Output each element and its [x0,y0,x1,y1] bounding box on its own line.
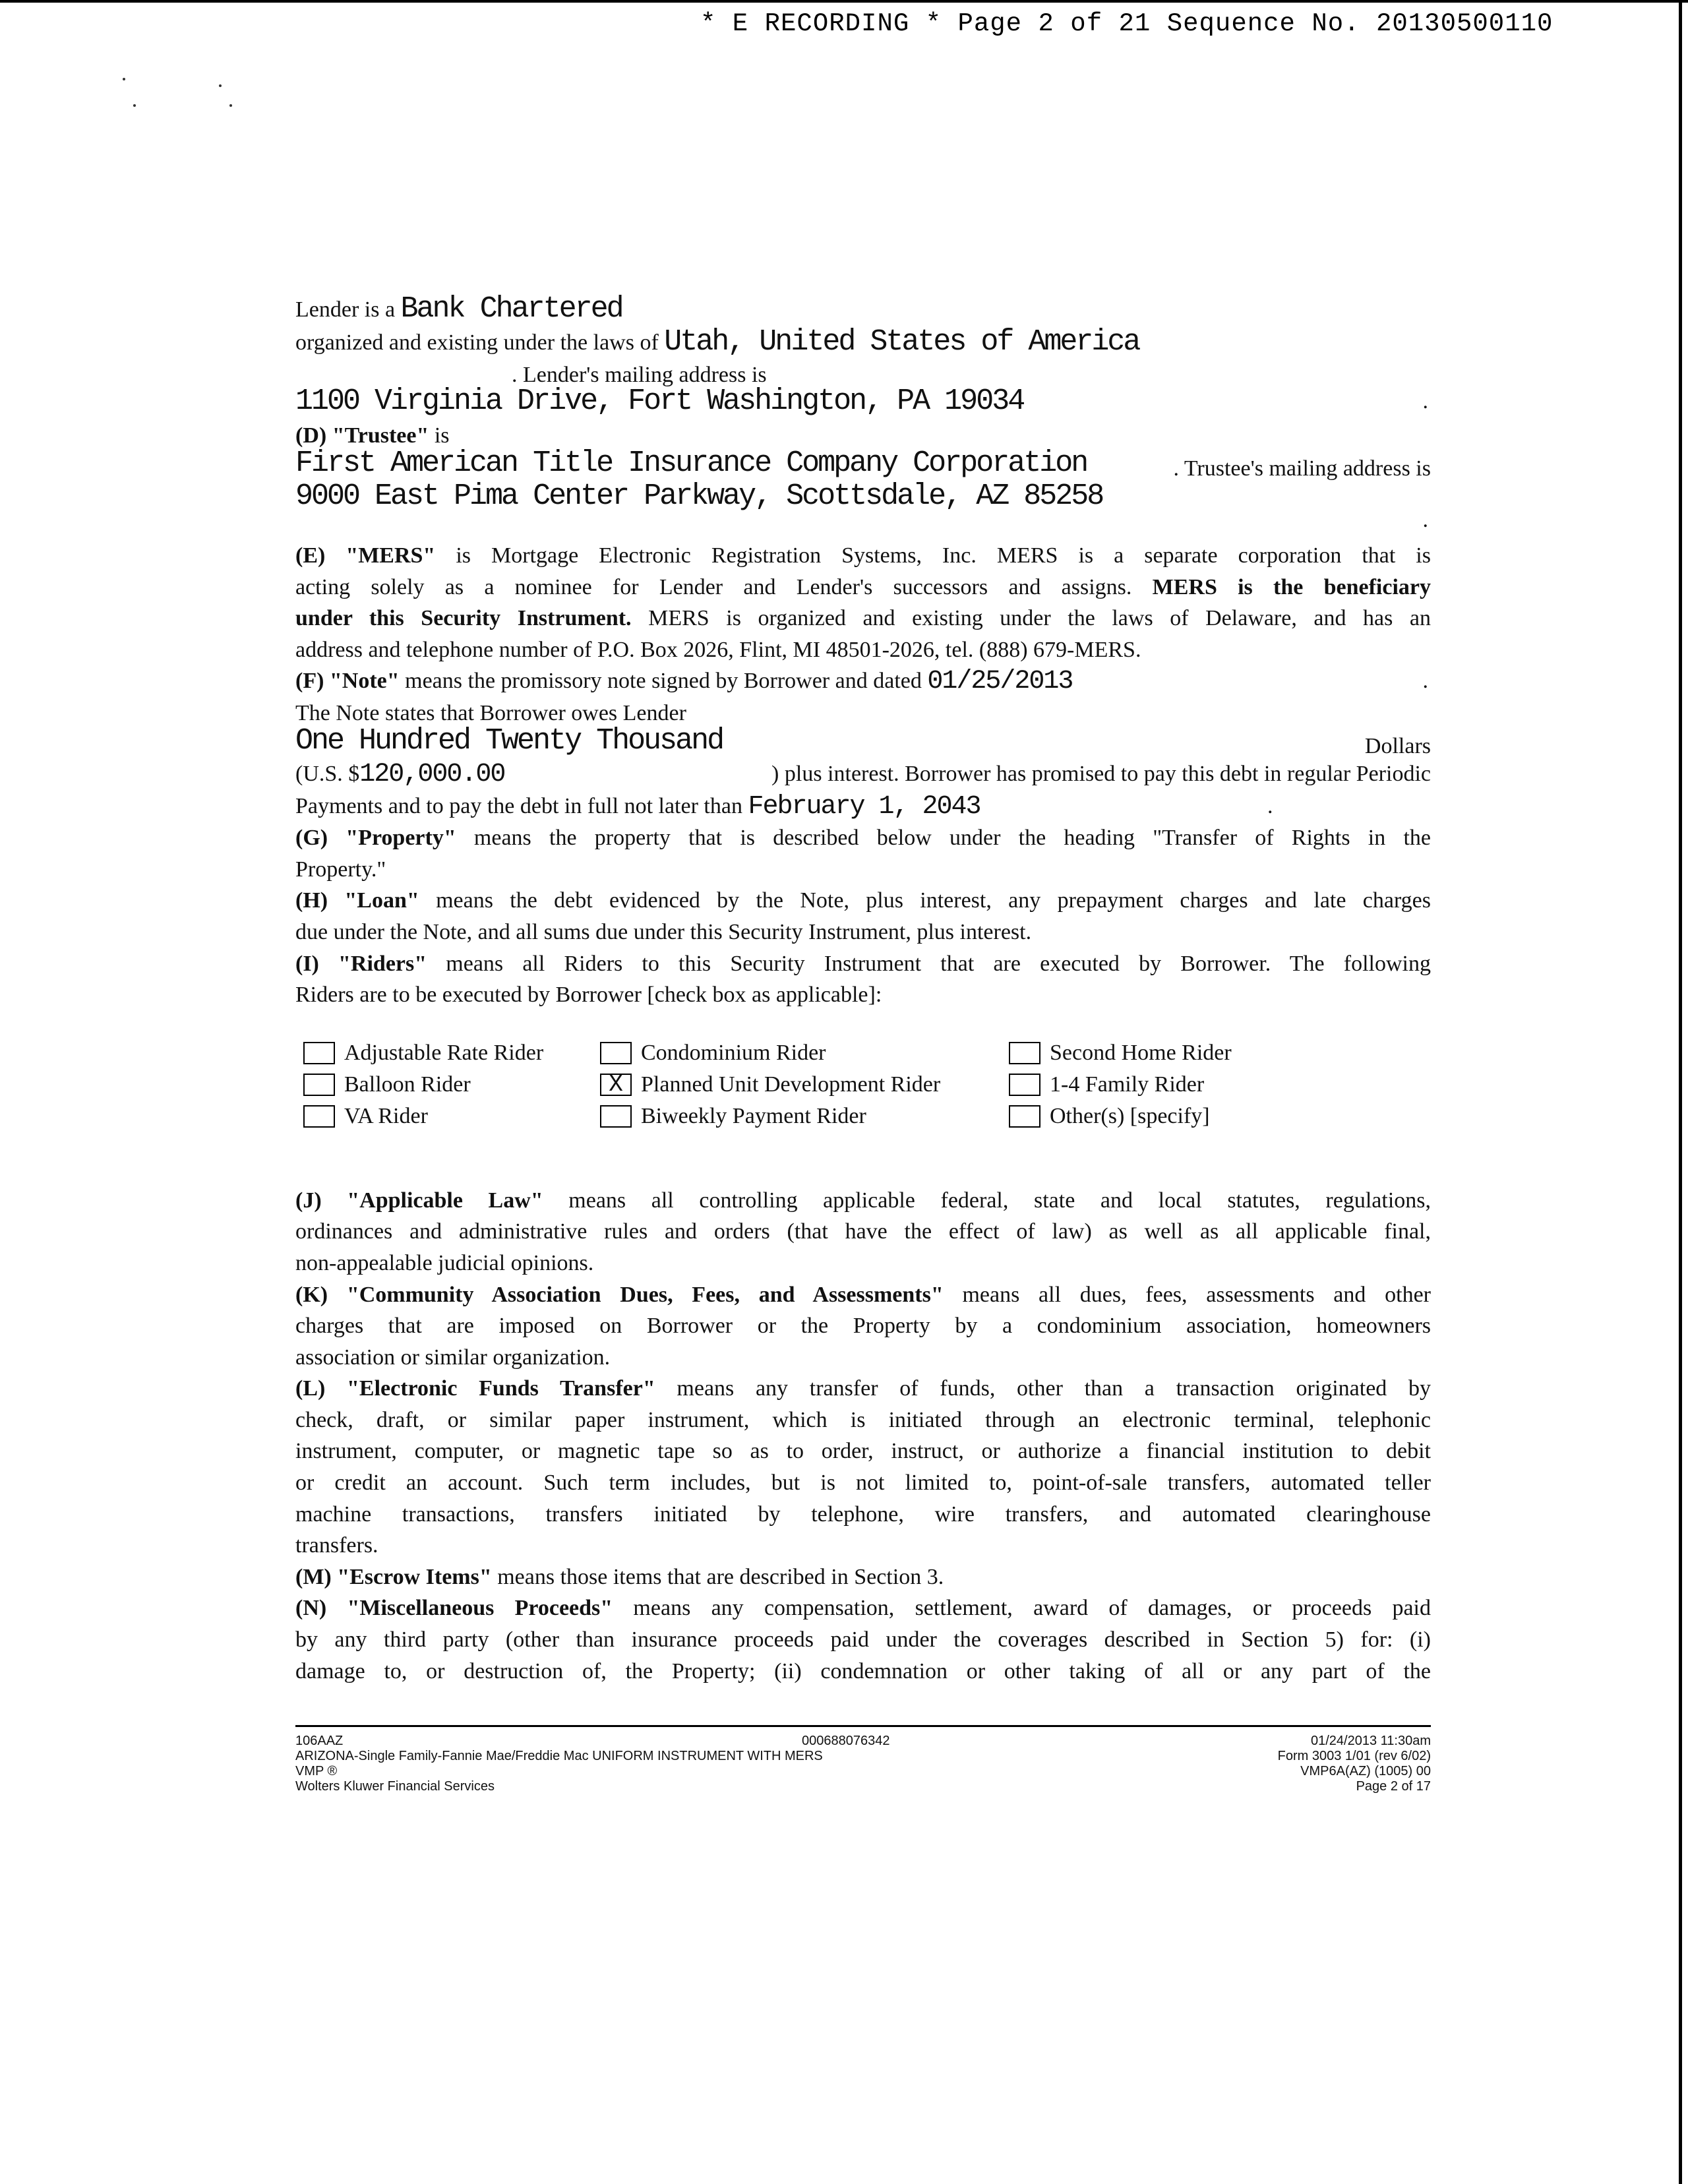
top-border-rule [0,0,1688,3]
eft-line-2: check, draft, or similar paper instrument, which is initiated through an electronic terminal, telephonic [295,1407,1431,1432]
note-owes-line: The Note states that Borrower owes Lender [295,700,686,725]
recording-stamp: * E RECORDING * Page 2 of 21 Sequence No. 20130500110 [700,9,1553,38]
rider-1-4-family[interactable]: 1-4 Family Rider [1009,1069,1204,1101]
eft-line-1: (L) "Electronic Funds Transfer" means any transfer of funds, other than a transaction originated by [295,1376,1431,1401]
checkbox[interactable] [600,1042,632,1064]
checkbox-checked[interactable]: X [600,1074,632,1096]
mers-line-1: (E) "MERS" is Mortgage Electronic Registration Systems, Inc. MERS is a separate corporation that is [295,543,1431,568]
lender-is-a-label: Lender is a [295,297,396,322]
rider-condominium[interactable]: Condominium Rider [600,1037,826,1069]
note-amount-words-line [295,725,1431,758]
trustee-address-value: 9000 East Pima Center Parkway, Scottsdale, AZ 85258 [295,479,1103,513]
footer-loan-number: 000688076342 [802,1734,890,1748]
riders-def-line-1: (I) "Riders" means all Riders to this Security Instrument that are executed by Borrower. The following [295,951,1431,976]
checkbox[interactable] [1009,1105,1040,1128]
scan-speck [133,104,136,107]
document-body [295,293,1431,1687]
footer-line-2 [295,1749,1431,1764]
note-maturity-value: February 1, 2043 [748,791,980,822]
eft-line-4: or credit an account. Such term includes, but is not limited to, point-of-sale transfers, automated teller [295,1471,1431,1496]
footer-form-number: Form 3003 1/01 (rev 6/02) [1277,1749,1431,1763]
community-dues-line-1: (K) "Community Association Dues, Fees, and Assessments" means all dues, fees, assessments and other [295,1282,1431,1307]
lender-organized-label: organized and existing under the laws of [295,330,659,355]
rider-adjustable-rate[interactable]: Adjustable Rate Rider [303,1037,543,1069]
scan-speck [123,78,125,80]
checkbox[interactable] [303,1105,335,1128]
lender-jurisdiction-value: Utah, United States of America [664,325,1139,359]
note-amount-line: (U.S. $120,000.00 ) plus interest. Borrower has promised to pay this debt in regular Periodic [295,759,1431,789]
eft-line-3: instrument, computer, or magnetic tape so as to order, instruct, or authorize a financial institution to debit [295,1439,1431,1464]
community-dues-line-3: association or similar organization. [295,1345,611,1370]
footer-line-3 [295,1764,1431,1779]
footer-form-title: ARIZONA-Single Family-Fannie Mae/Freddie Mac UNIFORM INSTRUMENT WITH MERS [295,1749,823,1763]
footer-line-4 [295,1779,1431,1794]
lender-jurisdiction-line [295,326,1431,359]
misc-proceeds-line-3: damage to, or destruction of, the Property; (ii) condemnation or other taking of all or any part of the [295,1658,1431,1684]
checkbox[interactable] [1009,1042,1040,1064]
trustee-trailing-line [295,508,1431,540]
footer-code: 106AAZ [295,1734,344,1748]
trustee-mailing-label: . Trustee's mailing address is [1173,456,1431,481]
lender-type-value: Bank Chartered [400,292,622,326]
right-border-rule [1679,0,1682,2184]
trustee-address-line [295,481,1431,514]
riders-checklist [295,1037,1431,1132]
loan-def-line-2: due under the Note, and all sums due under this Security Instrument, plus interest. [295,919,1032,944]
community-dues-line-2: charges that are imposed on Borrower or the Property by a condominium association, homeowners [295,1314,1431,1339]
applicable-law-line-3: non-appealable judicial opinions. [295,1250,594,1275]
rider-planned-unit-development[interactable]: X Planned Unit Development Rider [600,1069,940,1101]
eft-line-5: machine transactions, transfers initiated by telephone, wire transfers, and automated clearinghouse [295,1502,1431,1527]
trustee-name-line [295,448,1431,481]
note-maturity-line: Payments and to pay the debt in full not later than February 1, 2043 . [295,791,1273,822]
mers-line-2: acting solely as a nominee for Lender and Lender's successors and assigns. MERS is the beneficiary [295,574,1431,599]
lender-type-line [295,293,1431,326]
checkbox[interactable] [303,1042,335,1064]
dollars-label: Dollars [1364,733,1431,758]
loan-def-line-1: (H) "Loan" means the debt evidenced by the Note, plus interest, any prepayment charges and late charges [295,888,1431,913]
note-amount-words-value: One Hundred Twenty Thousand [295,723,723,758]
mers-line-3: under this Security Instrument. MERS is organized and existing under the laws of Delaware, and has an [295,606,1432,631]
scan-speck [229,104,232,107]
note-heading: (F) "Note" [295,669,400,694]
footer-publisher: Wolters Kluwer Financial Services [295,1779,495,1794]
eft-line-6: transfers. [295,1533,378,1558]
lender-address-value: 1100 Virginia Drive, Fort Washington, PA 19034 [295,384,1024,418]
footer-page: Page 2 of 17 [1356,1779,1431,1794]
lender-mailing-line [295,359,1431,386]
footer-vmp: VMP ® [295,1764,338,1778]
mers-line-4: address and telephone number of P.O. Box 2026, Flint, MI 48501-2026, tel. (888) 679-MERS. [295,637,1141,662]
form-footer [295,1725,1431,1794]
property-def-line-2: Property." [295,857,386,882]
rider-biweekly-payment[interactable]: Biweekly Payment Rider [600,1101,866,1132]
footer-vmp-code: VMP6A(AZ) (1005) 00 [1300,1764,1431,1778]
applicable-law-line-2: ordinances and administrative rules and orders (that have the effect of law) as well as all applicable final, [295,1219,1431,1244]
checkbox[interactable] [303,1074,335,1096]
trustee-name-value: First American Title Insurance Company Corporation [295,446,1087,480]
rider-second-home[interactable]: Second Home Rider [1009,1037,1232,1069]
scan-speck [219,84,222,87]
applicable-law-line-1: (J) "Applicable Law" means all controlling applicable federal, state and local statutes, regulations, [295,1188,1431,1213]
note-amount-value: 120,000.00 [359,759,505,789]
rider-balloon[interactable]: Balloon Rider [303,1069,471,1101]
escrow-line: (M) "Escrow Items" means those items that are described in Section 3. [295,1564,944,1589]
trailing-period: . [1267,793,1273,818]
note-dated-line: (F) "Note" means the promissory note signed by Borrower and dated 01/25/2013 . [295,667,1428,697]
misc-proceeds-line-2: by any third party (other than insurance proceeds paid under the coverages described in Section 5) for: (i) [295,1627,1431,1653]
lender-mailing-label: . Lender's mailing address is [512,363,767,387]
trailing-period: . [1422,389,1428,413]
trustee-heading: (D) "Trustee" [295,423,429,448]
rider-va[interactable]: VA Rider [303,1101,428,1132]
lender-address-line [295,386,1431,420]
trailing-period: . [1422,508,1428,532]
misc-proceeds-line-1: (N) "Miscellaneous Proceeds" means any compensation, settlement, award of damages, or proceeds paid [295,1596,1431,1621]
trustee-heading-line [295,420,1431,448]
checkbox[interactable] [1009,1074,1040,1096]
footer-line-1 [295,1734,1431,1749]
checkbox[interactable] [600,1105,632,1128]
trustee-is-label: is [434,423,450,448]
note-date-value: 01/25/2013 [927,667,1073,697]
footer-timestamp: 01/24/2013 11:30am [1310,1734,1431,1748]
note-interest-label: ) plus interest. Borrower has promised to pay this debt in regular Periodic [771,761,1431,786]
trailing-period: . [1422,669,1428,694]
riders-def-line-2: Riders are to be executed by Borrower [check box as applicable]: [295,983,882,1008]
property-def-line-1: (G) "Property" means the property that is described below under the heading "Transfer of Rights in the [295,826,1431,851]
rider-others[interactable]: Other(s) [specify] [1009,1101,1210,1132]
